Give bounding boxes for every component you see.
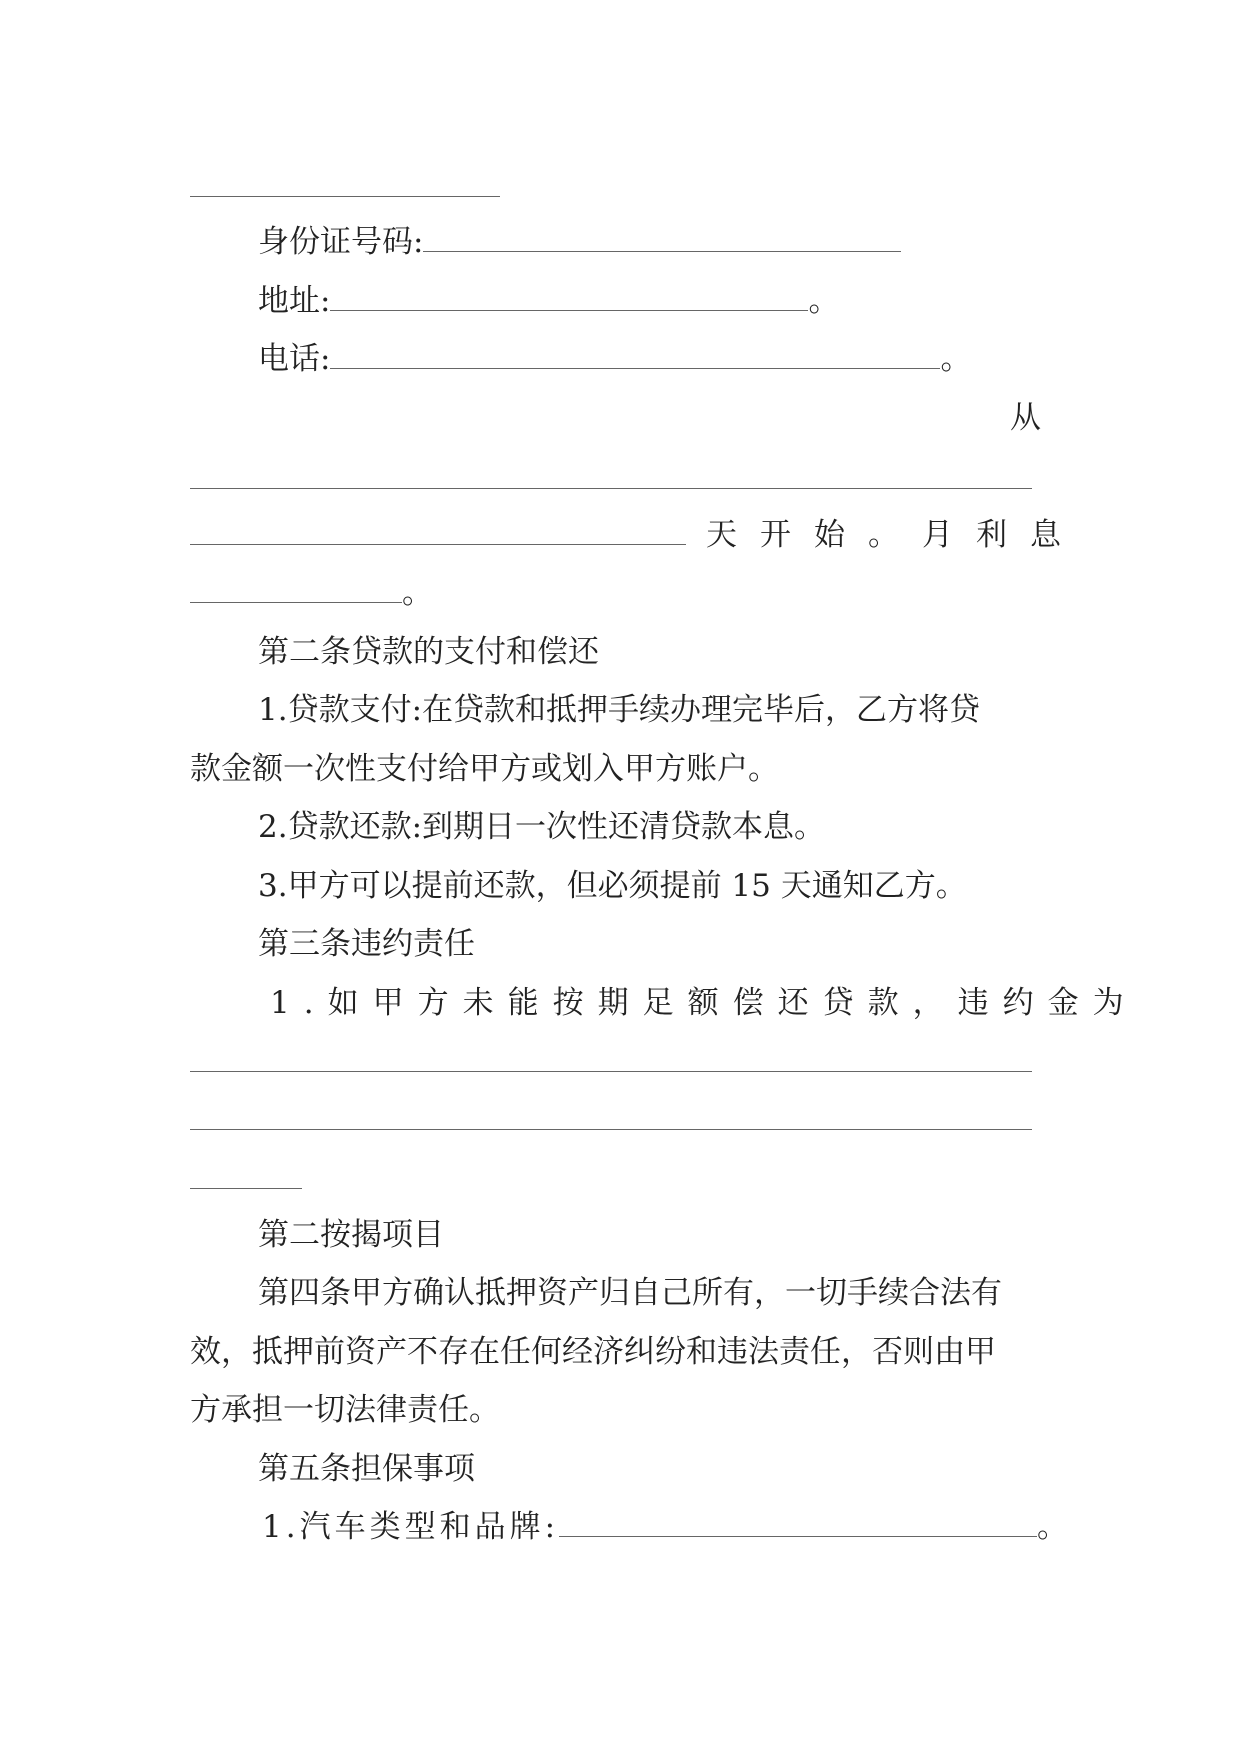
car-type-field — [262, 1507, 1068, 1547]
article-4-line-3: 方承担一切法律责任。 — [190, 1392, 500, 1428]
phone-field — [258, 339, 971, 379]
article-3-item-1: 1.如甲方未能按期足额偿还贷款，违约金为 — [270, 985, 1138, 1021]
section-2-title: 第二按揭项目 — [258, 1217, 444, 1253]
interest-blank — [190, 574, 402, 603]
interest-line — [190, 573, 433, 613]
id-number-label: 身份证号码: — [258, 224, 424, 260]
article-2-item-2: 2.贷款还款:到期日一次性还清贷款本息。 — [258, 809, 826, 845]
blank-line — [190, 1188, 302, 1189]
phone-blank — [330, 340, 940, 369]
car-type-end: 。 — [1037, 1509, 1069, 1545]
address-blank — [330, 282, 808, 311]
blank-line — [190, 1071, 1032, 1072]
blank-line — [190, 1129, 1032, 1130]
id-number-blank — [423, 223, 901, 252]
article-3-title: 第三条违约责任 — [258, 926, 475, 962]
blank-line — [190, 196, 500, 197]
article-2-item-1: 1.贷款支付:在贷款和抵押手续办理完毕后，乙方将贷 — [258, 692, 981, 728]
article-2-title: 第二条贷款的支付和偿还 — [258, 634, 599, 670]
article-2-item-1-cont: 款金额一次性支付给甲方或划入甲方账户。 — [190, 751, 779, 787]
blank-line — [190, 488, 1032, 489]
start-days-line — [190, 515, 1084, 555]
car-type-label: 1.汽车类型和品牌: — [262, 1509, 560, 1545]
article-4-line-1: 第四条甲方确认抵押资产归自己所有，一切手续合法有 — [258, 1275, 1002, 1311]
phone-label: 电话: — [258, 341, 331, 377]
address-field — [258, 281, 839, 321]
id-number-field — [258, 222, 901, 262]
start-days-text: 天开始。月利息 — [706, 517, 1084, 553]
phone-end: 。 — [940, 341, 972, 377]
article-2-item-3: 3.甲方可以提前还款，但必须提前 15 天通知乙方。 — [258, 868, 967, 904]
interest-end: 。 — [402, 575, 433, 611]
address-end: 。 — [808, 283, 840, 319]
car-type-blank — [559, 1508, 1037, 1537]
from-text: 从 — [1010, 400, 1041, 436]
article-4-line-2: 效，抵押前资产不存在任何经济纠纷和违法责任，否则由甲 — [190, 1334, 996, 1370]
start-days-blank — [190, 516, 686, 545]
article-5-title: 第五条担保事项 — [258, 1451, 475, 1487]
address-label: 地址: — [258, 283, 331, 319]
